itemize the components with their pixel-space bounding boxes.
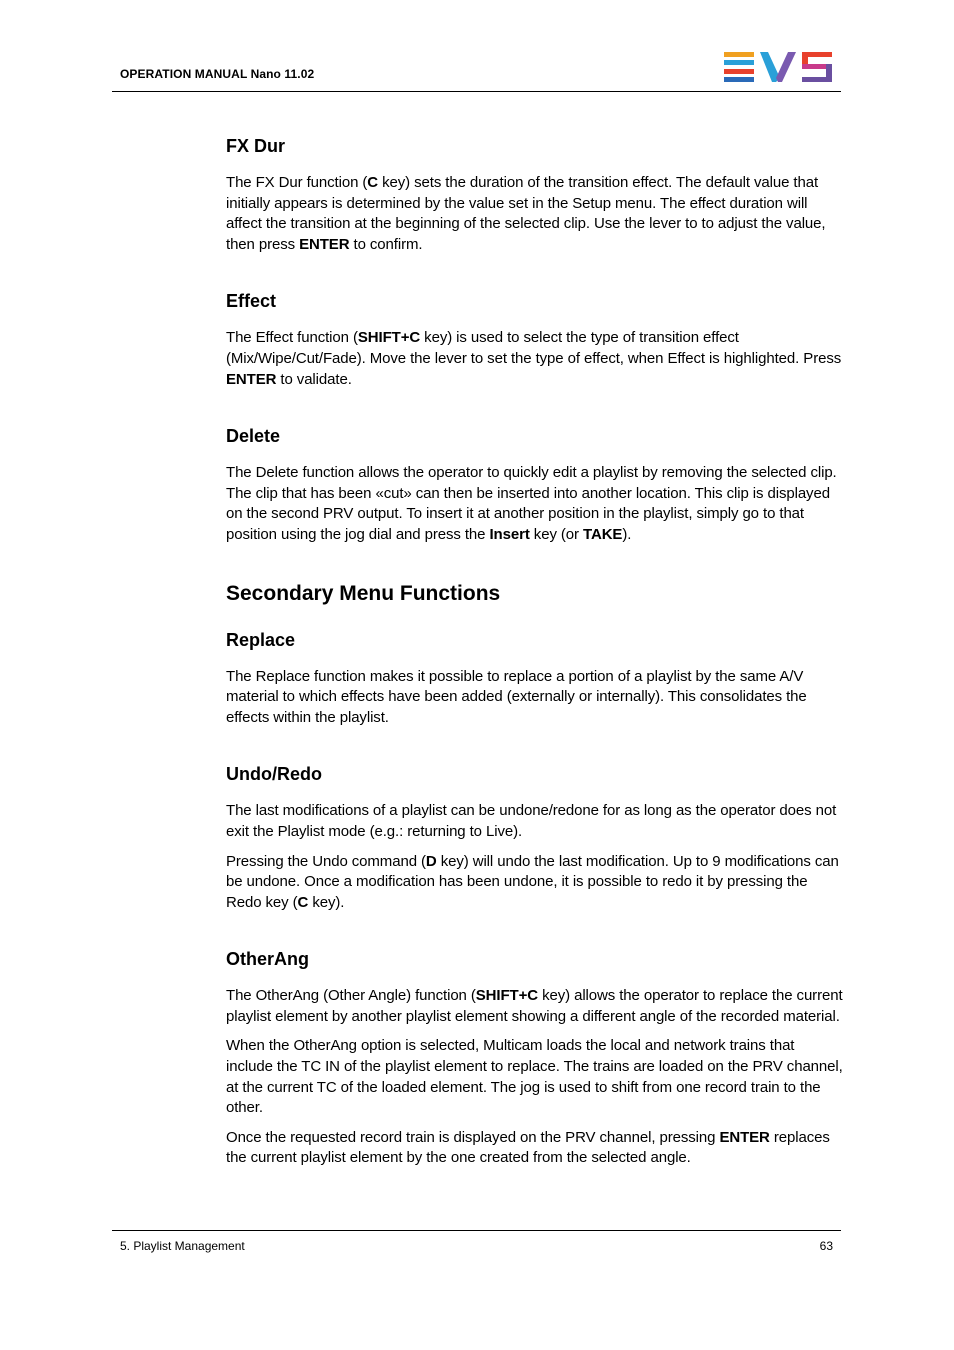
paragraph: The Delete function allows the operator to quickly edit a playlist by removing the selected clip. The clip that has been «cut» can then be inserted into another location. This clip is displayed on the second PRV output. To insert it at another position in the playlist, simply go to that position using the jog dial and press the Insert key (or TAKE). xyxy=(226,464,837,543)
paragraph: The Replace function makes it possible to replace a portion of a playlist by the same A/V material to which effects have been added (externally or internally). This consolidates the effects within the playlist. xyxy=(226,667,807,726)
page-number: 63 xyxy=(819,1239,833,1253)
heading-replace: Replace xyxy=(226,629,296,650)
heading-undo-redo: Undo/Redo xyxy=(226,764,322,785)
heading-effect: Effect xyxy=(226,291,277,312)
heading-delete: Delete xyxy=(226,426,281,447)
heading-fx-dur: FX Dur xyxy=(226,136,286,156)
paragraph: Pressing the Undo command (D key) will undo the last modification. Up to 9 modifications can be undone. Once a modification has been undone, it is possible to redo it by pressing the Redo key (C key). xyxy=(226,852,839,911)
page-footer xyxy=(112,1230,841,1253)
page-header xyxy=(112,40,841,92)
paragraph: Once the requested record train is displayed on the PRV channel, pressing ENTER replaces the current playlist element by the one created from the selected angle. xyxy=(226,1128,830,1167)
paragraph: When the OtherAng option is selected, Multicam loads the local and network trains that include the TC IN of the playlist element to replace. The trains are loaded on the PRV channel, at the current TC of the loaded element. The jog is used to shift from one record train to the other. xyxy=(226,1037,843,1117)
section-delete xyxy=(226,424,844,545)
section-replace xyxy=(226,628,844,729)
section-fx-dur xyxy=(226,134,844,255)
section-undo-redo xyxy=(226,762,844,913)
heading-secondary-menu-functions: Secondary Menu Functions xyxy=(226,581,501,605)
page-content xyxy=(226,134,844,1203)
section-otherang xyxy=(226,947,844,1169)
evs-logo xyxy=(724,52,834,82)
section-effect xyxy=(226,289,844,390)
paragraph: The OtherAng (Other Angle) function (SHIFT+C key) allows the operator to replace the current playlist element by another playlist element showing a different angle of the recorded material. xyxy=(226,987,843,1025)
paragraph: The FX Dur function (C key) sets the duration of the transition effect. The default value that initially appears is determined by the value set in the Setup menu. The effect duration will affect the transition at the beginning of the selected clip. Use the lever to to adjust the value, then press ENTER to confirm. xyxy=(226,174,826,253)
manual-title: OPERATION MANUAL Nano 11.02 xyxy=(120,67,315,81)
paragraph: The last modifications of a playlist can be undone/redone for as long as the operator does not exit the Playlist mode (e.g.: returning to Live). xyxy=(226,802,837,840)
heading-otherang: OtherAng xyxy=(226,949,309,970)
chapter-label: 5. Playlist Management xyxy=(120,1239,245,1253)
paragraph: The Effect function (SHIFT+C key) is used to select the type of transition effect (Mix/Wipe/Cut/Fade). Move the lever to set the type of effect, when Effect is highlighted. Press ENTER to validate. xyxy=(226,329,842,388)
